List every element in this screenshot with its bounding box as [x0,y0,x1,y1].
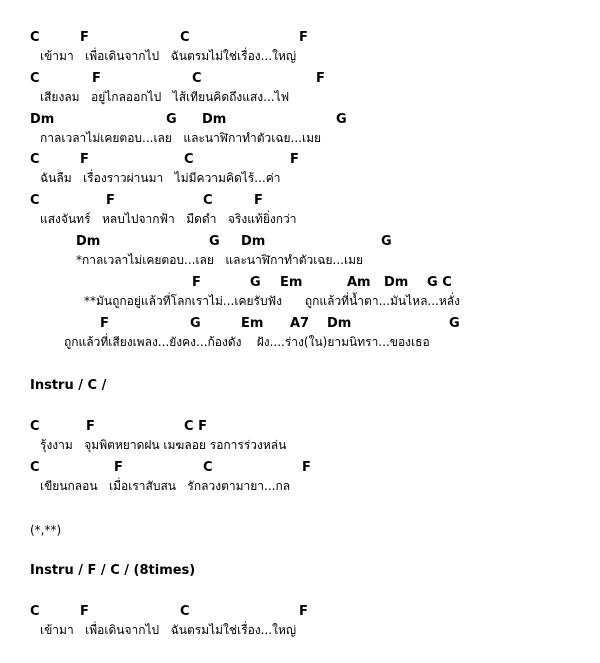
chord: C [184,152,194,167]
chord: F [299,30,308,45]
chord: C [180,30,190,45]
chord: F [100,316,109,331]
chord: F [316,71,325,86]
lyric-line: เขียนกลอน เมื่อเราสับสน รักลวงตามายา...กล [40,479,291,493]
lyric-line: เสียงลม อยู่ไกลออกไป ไส้เทียนคิดถึงแสง...ไฟ [40,90,290,104]
chord: C F [184,419,207,434]
chord: G [381,234,392,249]
chord: Dm [241,234,266,249]
instrumental-heading: Instru / F / C / (8times) [30,563,196,578]
lyric-line: เข้ามา เพื่อเดินจากไป ฉันตรมไม่ใช่เรื่อง...ใหญ่ [40,49,297,63]
chord: G [250,275,261,290]
lyric-line: รุ้งงาม จุมพิตหยาดฝน เมฆลอย รอการร่วงหล่น [40,438,287,452]
chord: G [336,112,347,127]
lyric-line: กาลเวลาไม่เคยตอบ...เลย และนาฬิกาทำตัวเฉย...เมย [40,131,322,145]
lyric-line: ถูกแล้วที่เสียงเพลง...ยังคง...ก้องดัง ฝัง....ร่าง(ใน)ยามนิทรา...ของเธอ [64,335,430,349]
instrumental-heading: Instru / C / [30,378,107,393]
lyric-line: **มันถูกอยู่แล้วที่โลกเราไม่...เคยรับฟัง ถูกแล้วที่น้ำตา...มันไหล...หลั่ง [84,294,460,308]
chord: F [92,71,101,86]
lyric-line: แสงจันทร์ หลบไปจากฟ้า มืดดำ จริงแท้ยิ่งกว่า [40,212,297,226]
chord: F [80,152,89,167]
chord: Dm [76,234,101,249]
chord: Dm [30,112,55,127]
chord: C [203,193,213,208]
lyric-line: *กาลเวลาไม่เคยตอบ...เลย และนาฬิกาทำตัวเฉย...เมย [76,253,364,267]
lyric-line: ฉันลืม เรื่องราวผ่านมา ไม่มีความคิดไร้...ค่า [40,171,281,185]
chord: Am [347,275,371,290]
chord: C [30,152,40,167]
chord: C [30,193,40,208]
chord: Em [280,275,303,290]
chord: C [180,604,190,619]
chord: C [30,419,40,434]
chord: Dm [327,316,352,331]
chord: F [192,275,201,290]
chord: F [106,193,115,208]
chord: C [30,604,40,619]
chord: Dm [202,112,227,127]
chord: G [190,316,201,331]
chord: Dm [384,275,409,290]
chord: F [299,604,308,619]
chord: F [86,419,95,434]
lyric-line: เข้ามา เพื่อเดินจากไป ฉันตรมไม่ใช่เรื่อง...ใหญ่ [40,623,297,637]
chord: F [80,604,89,619]
chord: F [254,193,263,208]
repeat-marker: (*,**) [30,523,62,537]
chord: C [30,30,40,45]
chord: G [166,112,177,127]
chord: G [449,316,460,331]
chord: F [290,152,299,167]
chord: G [209,234,220,249]
chord: C [192,71,202,86]
chord: Em [241,316,264,331]
chord: F [80,30,89,45]
chord: C [30,71,40,86]
chord: C [203,460,213,475]
chord: F [114,460,123,475]
chord: A7 [290,316,310,331]
chord: C [30,460,40,475]
chord: G C [427,275,452,290]
chord: F [302,460,311,475]
